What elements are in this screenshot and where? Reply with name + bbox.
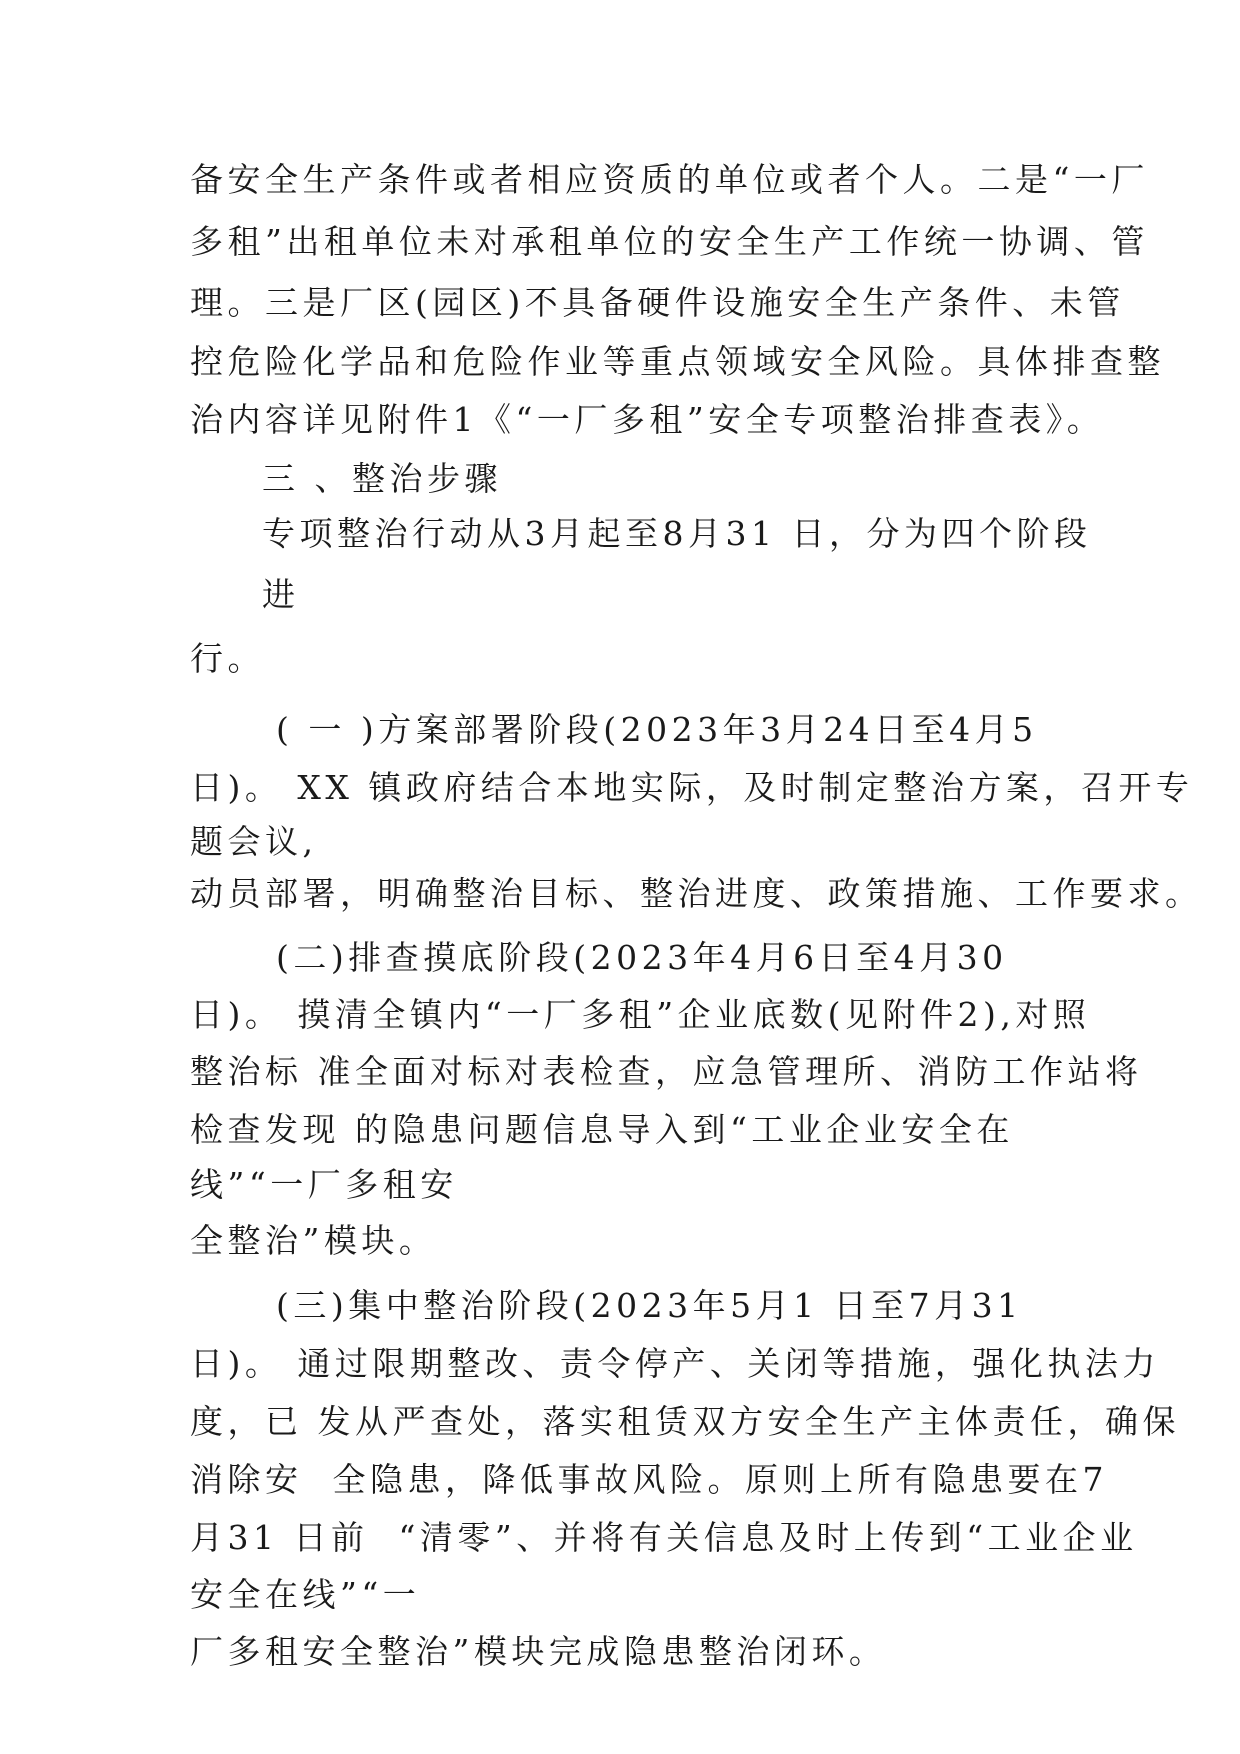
text-line: 专项整治行动从3月起至8月31 日，分为四个阶段 (262, 514, 1092, 553)
text-line: 消除安 全隐患，降低事故风险。原则上所有隐患要在7 (190, 1460, 1108, 1499)
text-line: 日)。 摸清全镇内“一厂多租”企业底数(见附件2),对照 (190, 995, 1091, 1034)
text-line: 进 (262, 575, 300, 614)
text-line: 日)。 XX 镇政府结合本地实际，及时制定整治方案，召开专 (190, 768, 1194, 807)
subsection-heading: (二)排查摸底阶段(2023年4月6日至4月30 (276, 938, 1008, 977)
text-line: 线”“一厂多租安 (190, 1165, 458, 1204)
text-line: 安全在线”“一 (190, 1575, 421, 1614)
section-heading: 三 、整治步骤 (262, 459, 502, 498)
text-line: 全整治”模块。 (190, 1221, 437, 1260)
text-line: 月31 日前 “清零”、并将有关信息及时上传到“工业企业 (190, 1518, 1138, 1557)
text-line: 整治标 准全面对标对表检查，应急管理所、消防工作站将 (190, 1052, 1143, 1091)
subsection-heading: ( 一 )方案部署阶段(2023年3月24日至4月5 (276, 710, 1038, 749)
text-line: 日)。 通过限期整改、责令停产、关闭等措施，强化执法力 (190, 1344, 1160, 1383)
text-line: 理。三是厂区(园区)不具备硬件设施安全生产条件、未管 (190, 283, 1125, 322)
text-line: 治内容详见附件1《“一厂多租”安全专项整治排查表》。 (190, 400, 1105, 439)
text-line: 题会议, (190, 822, 318, 861)
text-line: 检查发现 的隐患问题信息导入到“工业企业安全在 (190, 1110, 1014, 1149)
text-line: 多租”出租单位未对承租单位的安全生产工作统一协调、管 (190, 222, 1149, 261)
text-line: 控危险化学品和危险作业等重点领域安全风险。具体排查整 (190, 342, 1165, 381)
text-line: 动员部署，明确整治目标、整治进度、政策措施、工作要求。 (190, 874, 1203, 913)
text-line: 厂多租安全整治”模块完成隐患整治闭环。 (190, 1632, 887, 1671)
text-line: 行。 (190, 639, 265, 678)
text-line: 备安全生产条件或者相应资质的单位或者个人。二是“一厂 (190, 160, 1149, 199)
text-line: 度，已 发从严查处，落实租赁双方安全生产主体责任，确保 (190, 1402, 1180, 1441)
subsection-heading: (三)集中整治阶段(2023年5月1 日至7月31 (276, 1286, 1023, 1325)
